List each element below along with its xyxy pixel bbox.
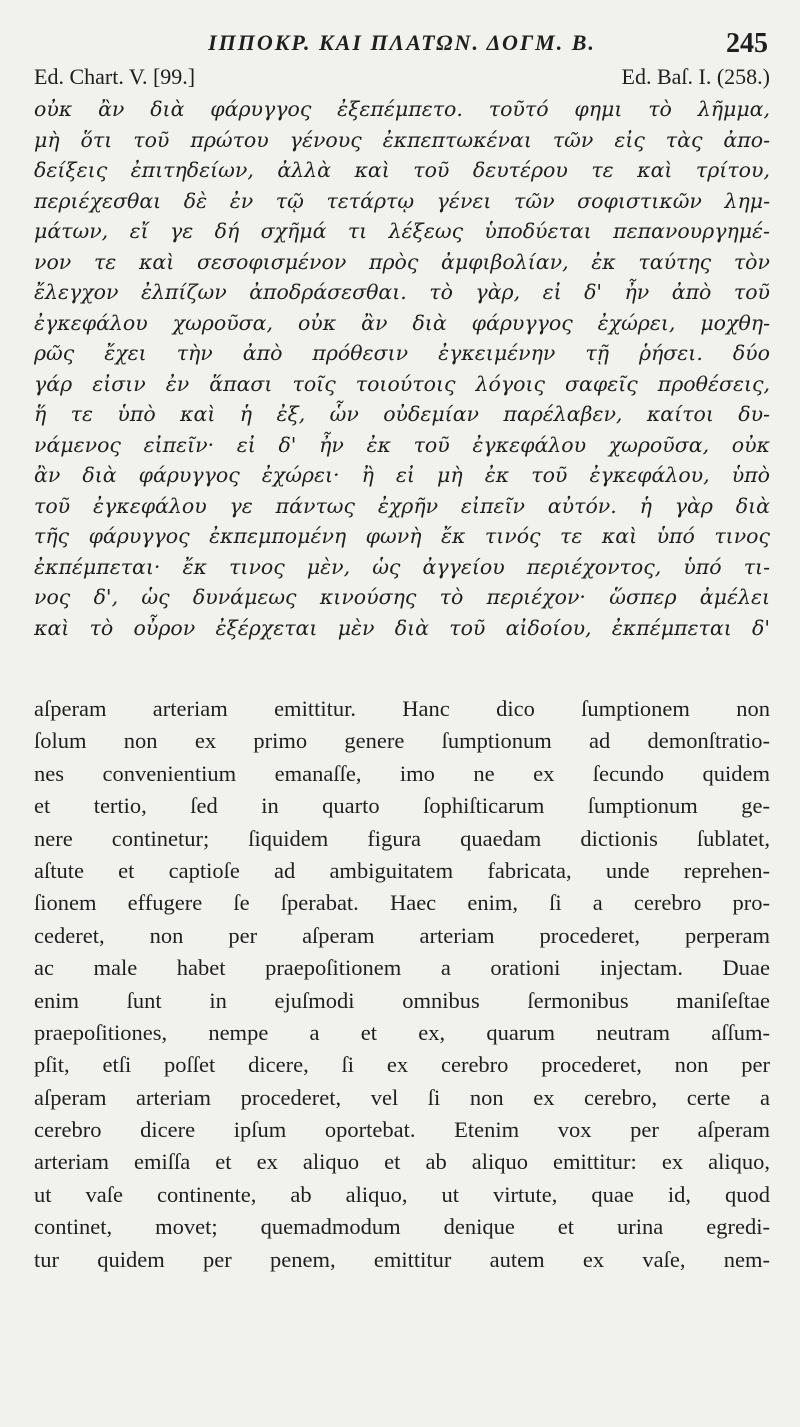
greek-line: τῆς φάρυγγος ἐκπεμπομένη φωνὴ ἔκ τινός τε καὶ ὑπό τινος (34, 524, 770, 548)
edition-right: Ed. Baſ. I. (258.) (621, 64, 770, 89)
greek-line: οὐκ ἂν διὰ φάρυγγος ἐξεπέμπετο. τοῦτό φημι τὸ λῆμμα, (34, 97, 770, 121)
greek-line: γάρ εἰσιν ἐν ἅπασι τοῖς τοιούτοις λόγοις σαφεῖς προθέσεις, (34, 371, 770, 396)
greek-line: τοῦ ἐγκεφάλου γε πάντως ἐχρῆν εἰπεῖν αὐτόν. ἡ γὰρ διὰ (34, 493, 770, 518)
latin-line: ac male habet praepoſitionem a orationi injectam. Duae (34, 955, 770, 981)
running-title: ΙΠΠΟΚΡ. ΚΑΙ ΠΛΑΤΩΝ. ΔΟΓΜ. Β. (208, 30, 596, 55)
greek-line: ρῶς ἔχει τὴν ἀπὸ πρόθεσιν ἐγκειμένην τῇ ῥήσει. δύο (34, 341, 770, 365)
column-gap (34, 643, 770, 693)
running-head (34, 26, 770, 62)
greek-line: μάτων, εἴ γε δή σχῆμά τι λέξεως ὑποδύεται πεπανουργημέ- (34, 219, 770, 243)
latin-line: aſtute et captioſe ad ambiguitatem fabricata, unde reprehen- (34, 857, 770, 883)
latin-line: nes convenientium emanaſſe, imo ne ex ſecundo quidem (34, 760, 770, 786)
edition-left: Ed. Chart. V. [99.] (34, 64, 196, 89)
latin-line: ſolum non ex primo genere ſumptionum ad demonſtratio- (34, 728, 770, 754)
latin-line: cederet, non per aſperam arteriam procederet, perperam (34, 922, 770, 948)
latin-line: aſperam arteriam procederet, vel ſi non ex cerebro, certe a (34, 1084, 770, 1110)
greek-line: νος δ', ὡς δυνάμεως κινούσης τὸ περιέχον· ὥσπερ ἀμέλει (34, 585, 770, 609)
greek-line: νον τε καὶ σεσοφισμένον πρὸς ἀμφιβολίαν, ἐκ ταύτης τὸν (34, 249, 770, 274)
latin-text (34, 693, 770, 1276)
greek-line: ἂν διὰ φάρυγγος ἐχώρει· ἢ εἰ μὴ ἐκ τοῦ ἐγκεφάλου, ὑπὸ (34, 463, 770, 487)
latin-line: enim ſunt in ejuſmodi omnibus ſermonibus maniſeſtae (34, 987, 770, 1013)
latin-line: et tertio, ſed in quarto ſophiſticarum ſumptionum ge- (34, 793, 770, 819)
latin-line: ſionem effugere ſe ſperabat. Haec enim, ſi a cerebro pro- (34, 890, 770, 916)
greek-line: ἐγκεφάλου χωροῦσα, οὐκ ἂν διὰ φάρυγγος ἐχώρει, μοχθη- (34, 310, 770, 335)
latin-line: cerebro dicere ipſum oportebat. Etenim vox per aſperam (34, 1117, 770, 1143)
greek-line: δείξεις ἐπιτηδείων, ἀλλὰ καὶ τοῦ δευτέρου τε καὶ τρίτου, (34, 158, 770, 182)
greek-line: καὶ τὸ οὖρον ἐξέρχεται μὲν διὰ τοῦ αἰδοίου, ἐκπέμπεται δ' (34, 615, 770, 640)
latin-line: arteriam emiſſa et ex aliquo et ab aliquo emittitur: ex aliquo, (34, 1149, 770, 1175)
greek-line: ἐκπέμπεται· ἔκ τινος μὲν, ὡς ἀγγείου περιέχοντος, ὑπό τι- (34, 554, 770, 579)
edition-references (34, 64, 770, 92)
latin-line: pſit, etſi poſſet dicere, ſi ex cerebro procederet, non per (34, 1052, 770, 1078)
greek-line: ἥ τε ὑπὸ καὶ ἡ ἐξ, ὧν οὐδεμίαν παρέλαβεν, καίτοι δυ- (34, 402, 770, 426)
latin-line: ut vaſe continente, ab aliquo, ut virtute, quae id, quod (34, 1181, 770, 1207)
latin-line: nere continetur; ſiquidem figura quaedam dictionis ſublatet, (34, 825, 770, 851)
page-number: 245 (726, 28, 768, 59)
latin-line: praepoſitiones, nempe a et ex, quarum neutram aſſum- (34, 1019, 770, 1045)
greek-text (34, 94, 770, 643)
greek-line: μὴ ὅτι τοῦ πρώτου γένους ἐκπεπτωκέναι τῶν εἰς τὰς ἀπο- (34, 127, 770, 152)
greek-line: ἔλεγχον ἐλπίζων ἀποδράσεσθαι. τὸ γὰρ, εἰ δ' ἦν ἀπὸ τοῦ (34, 280, 770, 304)
greek-line: νάμενος εἰπεῖν· εἰ δ' ἦν ἐκ τοῦ ἐγκεφάλου χωροῦσα, οὐκ (34, 432, 770, 457)
latin-line: aſperam arteriam emittitur. Hanc dico ſumptionem non (34, 696, 770, 721)
greek-line: περιέχεσθαι δὲ ἐν τῷ τετάρτῳ γένει τῶν σοφιστικῶν λημ- (34, 188, 770, 213)
latin-line: tur quidem per penem, emittitur autem ex vaſe, nem- (34, 1246, 770, 1272)
latin-line: continet, movet; quemadmodum denique et urina egredi- (34, 1214, 770, 1240)
